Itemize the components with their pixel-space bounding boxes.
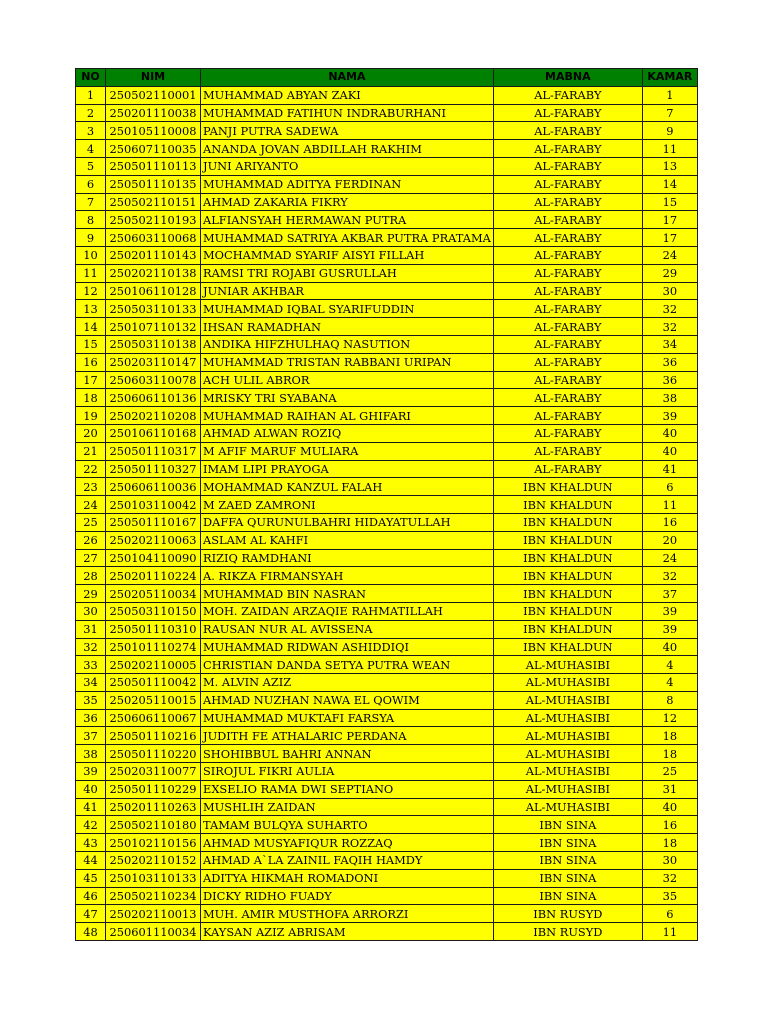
cell-nim: 250202110005 [106, 656, 201, 674]
cell-nama: MUHAMMAD BIN NASRAN [201, 585, 494, 603]
cell-kamar: 4 [642, 674, 697, 692]
cell-mabna: AL-FARABY [493, 300, 642, 318]
cell-kamar: 41 [642, 460, 697, 478]
cell-no: 31 [76, 620, 106, 638]
cell-kamar: 39 [642, 407, 697, 425]
cell-no: 9 [76, 229, 106, 247]
cell-nama: ADITYA HIKMAH ROMADONI [201, 869, 494, 887]
cell-nim: 250501110135 [106, 175, 201, 193]
cell-nama: MUHAMMAD SATRIYA AKBAR PUTRA PRATAMA [201, 229, 494, 247]
cell-nama: DAFFA QURUNULBAHRI HIDAYATULLAH [201, 513, 494, 531]
cell-no: 33 [76, 656, 106, 674]
table-row [76, 549, 698, 567]
table-row [76, 496, 698, 514]
cell-nim: 250205110015 [106, 691, 201, 709]
cell-mabna: AL-FARABY [493, 353, 642, 371]
cell-kamar: 40 [642, 424, 697, 442]
cell-no: 17 [76, 371, 106, 389]
cell-kamar: 40 [642, 638, 697, 656]
cell-nim: 250201110038 [106, 104, 201, 122]
cell-nim: 250501110216 [106, 727, 201, 745]
table-row [76, 602, 698, 620]
cell-no: 26 [76, 531, 106, 549]
cell-nim: 250203110147 [106, 353, 201, 371]
cell-no: 28 [76, 567, 106, 585]
cell-nim: 250503110150 [106, 602, 201, 620]
cell-no: 14 [76, 318, 106, 336]
cell-kamar: 38 [642, 389, 697, 407]
table-row [76, 407, 698, 425]
cell-nim: 250105110008 [106, 122, 201, 140]
cell-mabna: AL-MUHASIBI [493, 709, 642, 727]
cell-mabna: AL-FARABY [493, 104, 642, 122]
cell-no: 19 [76, 407, 106, 425]
cell-no: 38 [76, 745, 106, 763]
cell-nim: 250606110136 [106, 389, 201, 407]
cell-kamar: 4 [642, 656, 697, 674]
cell-nama: MUHAMMAD TRISTAN RABBANI URIPAN [201, 353, 494, 371]
cell-no: 48 [76, 923, 106, 941]
cell-nama: AHMAD ALWAN ROZIQ [201, 424, 494, 442]
cell-mabna: AL-FARABY [493, 442, 642, 460]
cell-nim: 250501110113 [106, 157, 201, 175]
cell-kamar: 18 [642, 834, 697, 852]
cell-mabna: AL-FARABY [493, 246, 642, 264]
cell-no: 30 [76, 602, 106, 620]
cell-nama: AHMAD ZAKARIA FIKRY [201, 193, 494, 211]
cell-nim: 250201110143 [106, 246, 201, 264]
cell-nama: JUNIAR AKHBAR [201, 282, 494, 300]
cell-mabna: IBN SINA [493, 869, 642, 887]
cell-mabna: IBN SINA [493, 852, 642, 870]
cell-mabna: IBN SINA [493, 887, 642, 905]
table-row [76, 300, 698, 318]
cell-nama: ASLAM AL KAHFI [201, 531, 494, 549]
cell-mabna: IBN RUSYD [493, 923, 642, 941]
table-row [76, 140, 698, 158]
cell-nama: SIROJUL FIKRI AULIA [201, 763, 494, 781]
table-row [76, 780, 698, 798]
cell-mabna: AL-FARABY [493, 157, 642, 175]
cell-nama: MRISKY TRI SYABANA [201, 389, 494, 407]
cell-nama: RAMSI TRI ROJABI GUSRULLAH [201, 264, 494, 282]
cell-no: 34 [76, 674, 106, 692]
table-row [76, 335, 698, 353]
cell-nama: AHMAD A`LA ZAINIL FAQIH HAMDY [201, 852, 494, 870]
cell-nim: 250106110168 [106, 424, 201, 442]
cell-kamar: 30 [642, 282, 697, 300]
col-header-nama: NAMA [201, 69, 494, 87]
cell-kamar: 17 [642, 229, 697, 247]
table-row [76, 157, 698, 175]
cell-nama: KAYSAN AZIZ ABRISAM [201, 923, 494, 941]
cell-mabna: IBN KHALDUN [493, 602, 642, 620]
cell-nama: EXSELIO RAMA DWI SEPTIANO [201, 780, 494, 798]
cell-mabna: IBN KHALDUN [493, 620, 642, 638]
cell-kamar: 30 [642, 852, 697, 870]
cell-nama: M. ALVIN AZIZ [201, 674, 494, 692]
cell-nama: SHOHIBBUL BAHRI ANNAN [201, 745, 494, 763]
cell-mabna: IBN SINA [493, 816, 642, 834]
cell-nama: MUHAMMAD ADITYA FERDINAN [201, 175, 494, 193]
cell-nama: ACH ULIL ABROR [201, 371, 494, 389]
roster-table [75, 68, 698, 941]
cell-mabna: IBN KHALDUN [493, 531, 642, 549]
cell-nama: A. RIKZA FIRMANSYAH [201, 567, 494, 585]
cell-mabna: AL-MUHASIBI [493, 763, 642, 781]
cell-mabna: AL-FARABY [493, 371, 642, 389]
table-row [76, 905, 698, 923]
table-row [76, 513, 698, 531]
cell-no: 8 [76, 211, 106, 229]
cell-kamar: 15 [642, 193, 697, 211]
cell-mabna: AL-FARABY [493, 460, 642, 478]
cell-kamar: 16 [642, 513, 697, 531]
cell-nama: MUHAMMAD FATIHUN INDRABURHANI [201, 104, 494, 122]
cell-nama: MUHAMMAD RAIHAN AL GHIFARI [201, 407, 494, 425]
cell-kamar: 24 [642, 246, 697, 264]
table-row [76, 389, 698, 407]
cell-kamar: 34 [642, 335, 697, 353]
table-row [76, 816, 698, 834]
cell-nim: 250106110128 [106, 282, 201, 300]
cell-kamar: 18 [642, 727, 697, 745]
cell-kamar: 18 [642, 745, 697, 763]
cell-no: 7 [76, 193, 106, 211]
cell-nim: 250201110263 [106, 798, 201, 816]
table-row [76, 211, 698, 229]
cell-nama: AHMAD NUZHAN NAWA EL QOWIM [201, 691, 494, 709]
cell-nim: 250202110013 [106, 905, 201, 923]
cell-no: 6 [76, 175, 106, 193]
cell-no: 16 [76, 353, 106, 371]
table-row [76, 353, 698, 371]
cell-nim: 250205110034 [106, 585, 201, 603]
table-row [76, 620, 698, 638]
cell-nim: 250501110317 [106, 442, 201, 460]
cell-mabna: AL-FARABY [493, 140, 642, 158]
cell-nama: M AFIF MARUF MULIARA [201, 442, 494, 460]
cell-no: 35 [76, 691, 106, 709]
cell-no: 18 [76, 389, 106, 407]
cell-nim: 250501110167 [106, 513, 201, 531]
cell-kamar: 16 [642, 816, 697, 834]
cell-kamar: 32 [642, 869, 697, 887]
cell-mabna: AL-FARABY [493, 86, 642, 104]
table-row [76, 923, 698, 941]
cell-mabna: AL-FARABY [493, 264, 642, 282]
cell-nama: MUHAMMAD MUKTAFI FARSYA [201, 709, 494, 727]
cell-kamar: 25 [642, 763, 697, 781]
cell-no: 12 [76, 282, 106, 300]
table-row [76, 834, 698, 852]
cell-no: 47 [76, 905, 106, 923]
cell-mabna: AL-MUHASIBI [493, 780, 642, 798]
cell-no: 10 [76, 246, 106, 264]
cell-nim: 250502110234 [106, 887, 201, 905]
cell-nama: TAMAM BULQYA SUHARTO [201, 816, 494, 834]
cell-nama: DICKY RIDHO FUADY [201, 887, 494, 905]
cell-nim: 250607110035 [106, 140, 201, 158]
cell-mabna: AL-FARABY [493, 229, 642, 247]
cell-mabna: AL-MUHASIBI [493, 656, 642, 674]
cell-kamar: 9 [642, 122, 697, 140]
table-row [76, 745, 698, 763]
table-row [76, 264, 698, 282]
table-row [76, 656, 698, 674]
cell-mabna: AL-FARABY [493, 122, 642, 140]
table-row [76, 282, 698, 300]
cell-nim: 250202110138 [106, 264, 201, 282]
cell-nama: ANANDA JOVAN ABDILLAH RAKHIM [201, 140, 494, 158]
cell-no: 37 [76, 727, 106, 745]
cell-nim: 250101110274 [106, 638, 201, 656]
cell-no: 2 [76, 104, 106, 122]
table-row [76, 585, 698, 603]
cell-mabna: IBN KHALDUN [493, 638, 642, 656]
cell-mabna: IBN SINA [493, 834, 642, 852]
cell-nama: AHMAD MUSYAFIQUR ROZZAQ [201, 834, 494, 852]
cell-nim: 250501110042 [106, 674, 201, 692]
cell-nim: 250201110224 [106, 567, 201, 585]
cell-nama: RIZIQ RAMDHANI [201, 549, 494, 567]
cell-nama: MOH. ZAIDAN ARZAQIE RAHMATILLAH [201, 602, 494, 620]
cell-kamar: 36 [642, 353, 697, 371]
cell-kamar: 40 [642, 442, 697, 460]
cell-kamar: 8 [642, 691, 697, 709]
cell-no: 46 [76, 887, 106, 905]
cell-no: 20 [76, 424, 106, 442]
table-row [76, 852, 698, 870]
cell-nim: 250603110068 [106, 229, 201, 247]
cell-kamar: 40 [642, 798, 697, 816]
cell-kamar: 35 [642, 887, 697, 905]
cell-nama: MUHAMMAD RIDWAN ASHIDDIQI [201, 638, 494, 656]
cell-no: 41 [76, 798, 106, 816]
cell-no: 25 [76, 513, 106, 531]
cell-mabna: AL-MUHASIBI [493, 798, 642, 816]
cell-no: 15 [76, 335, 106, 353]
cell-nama: M ZAED ZAMRONI [201, 496, 494, 514]
cell-nim: 250103110133 [106, 869, 201, 887]
cell-kamar: 1 [642, 86, 697, 104]
cell-kamar: 14 [642, 175, 697, 193]
cell-nim: 250502110151 [106, 193, 201, 211]
cell-nama: MUH. AMIR MUSTHOFA ARRORZI [201, 905, 494, 923]
cell-nim: 250503110138 [106, 335, 201, 353]
cell-nim: 250502110193 [106, 211, 201, 229]
cell-kamar: 13 [642, 157, 697, 175]
table-row [76, 424, 698, 442]
cell-nim: 250202110208 [106, 407, 201, 425]
table-row [76, 638, 698, 656]
cell-mabna: AL-FARABY [493, 389, 642, 407]
cell-no: 4 [76, 140, 106, 158]
cell-nama: IHSAN RAMADHAN [201, 318, 494, 336]
table-row [76, 122, 698, 140]
cell-no: 3 [76, 122, 106, 140]
cell-no: 36 [76, 709, 106, 727]
cell-kamar: 32 [642, 567, 697, 585]
cell-kamar: 29 [642, 264, 697, 282]
cell-nim: 250203110077 [106, 763, 201, 781]
table-row [76, 229, 698, 247]
col-header-kamar: KAMAR [642, 69, 697, 87]
cell-nama: MOCHAMMAD SYARIF AISYI FILLAH [201, 246, 494, 264]
cell-nama: JUDITH FE ATHALARIC PERDANA [201, 727, 494, 745]
col-header-no: NO [76, 69, 106, 87]
cell-mabna: IBN KHALDUN [493, 496, 642, 514]
cell-kamar: 20 [642, 531, 697, 549]
table-row [76, 691, 698, 709]
cell-no: 27 [76, 549, 106, 567]
table-row [76, 869, 698, 887]
cell-mabna: AL-MUHASIBI [493, 727, 642, 745]
cell-mabna: IBN KHALDUN [493, 478, 642, 496]
table-row [76, 727, 698, 745]
cell-mabna: IBN KHALDUN [493, 585, 642, 603]
table-row [76, 709, 698, 727]
cell-mabna: AL-MUHASIBI [493, 691, 642, 709]
table-row [76, 531, 698, 549]
cell-nim: 250202110063 [106, 531, 201, 549]
cell-mabna: AL-MUHASIBI [493, 745, 642, 763]
cell-kamar: 12 [642, 709, 697, 727]
cell-nama: MOHAMMAD KANZUL FALAH [201, 478, 494, 496]
cell-no: 11 [76, 264, 106, 282]
col-header-mabna: MABNA [493, 69, 642, 87]
cell-kamar: 31 [642, 780, 697, 798]
cell-kamar: 24 [642, 549, 697, 567]
cell-mabna: IBN KHALDUN [493, 549, 642, 567]
cell-nim: 250503110133 [106, 300, 201, 318]
cell-kamar: 6 [642, 905, 697, 923]
cell-kamar: 39 [642, 602, 697, 620]
table-row [76, 674, 698, 692]
cell-kamar: 17 [642, 211, 697, 229]
cell-nim: 250107110132 [106, 318, 201, 336]
cell-nama: MUHAMMAD IQBAL SYARIFUDDIN [201, 300, 494, 318]
cell-nim: 250104110090 [106, 549, 201, 567]
cell-mabna: IBN KHALDUN [493, 513, 642, 531]
cell-kamar: 37 [642, 585, 697, 603]
cell-kamar: 11 [642, 923, 697, 941]
cell-mabna: AL-FARABY [493, 318, 642, 336]
cell-mabna: IBN RUSYD [493, 905, 642, 923]
cell-no: 29 [76, 585, 106, 603]
cell-mabna: IBN KHALDUN [493, 567, 642, 585]
cell-mabna: AL-FARABY [493, 282, 642, 300]
table-row [76, 104, 698, 122]
cell-nim: 250501110310 [106, 620, 201, 638]
table-row [76, 798, 698, 816]
cell-no: 1 [76, 86, 106, 104]
cell-nim: 250601110034 [106, 923, 201, 941]
cell-kamar: 32 [642, 300, 697, 318]
cell-nama: JUNI ARIYANTO [201, 157, 494, 175]
table-row [76, 763, 698, 781]
cell-nama: ANDIKA HIFZHULHAQ NASUTION [201, 335, 494, 353]
cell-nim: 250603110078 [106, 371, 201, 389]
cell-no: 32 [76, 638, 106, 656]
cell-no: 13 [76, 300, 106, 318]
cell-mabna: AL-FARABY [493, 211, 642, 229]
cell-no: 42 [76, 816, 106, 834]
table-row [76, 567, 698, 585]
cell-nim: 250501110220 [106, 745, 201, 763]
cell-kamar: 11 [642, 496, 697, 514]
table-row [76, 193, 698, 211]
cell-no: 45 [76, 869, 106, 887]
col-header-nim: NIM [106, 69, 201, 87]
cell-no: 21 [76, 442, 106, 460]
cell-kamar: 7 [642, 104, 697, 122]
cell-nim: 250501110327 [106, 460, 201, 478]
cell-nama: ALFIANSYAH HERMAWAN PUTRA [201, 211, 494, 229]
cell-kamar: 6 [642, 478, 697, 496]
cell-no: 5 [76, 157, 106, 175]
cell-kamar: 11 [642, 140, 697, 158]
cell-nim: 250502110180 [106, 816, 201, 834]
cell-nim: 250606110067 [106, 709, 201, 727]
cell-nama: CHRISTIAN DANDA SETYA PUTRA WEAN [201, 656, 494, 674]
header-row [76, 69, 698, 87]
cell-kamar: 32 [642, 318, 697, 336]
cell-nama: MUHAMMAD ABYAN ZAKI [201, 86, 494, 104]
cell-nim: 250606110036 [106, 478, 201, 496]
table-row [76, 246, 698, 264]
table-row [76, 887, 698, 905]
cell-kamar: 36 [642, 371, 697, 389]
cell-mabna: AL-FARABY [493, 335, 642, 353]
table-row [76, 460, 698, 478]
cell-no: 24 [76, 496, 106, 514]
cell-nama: IMAM LIPI PRAYOGA [201, 460, 494, 478]
cell-mabna: AL-FARABY [493, 175, 642, 193]
table-row [76, 318, 698, 336]
cell-no: 23 [76, 478, 106, 496]
table-row [76, 478, 698, 496]
table-row [76, 442, 698, 460]
cell-mabna: AL-FARABY [493, 407, 642, 425]
cell-no: 39 [76, 763, 106, 781]
cell-nim: 250501110229 [106, 780, 201, 798]
cell-nim: 250202110152 [106, 852, 201, 870]
cell-nim: 250103110042 [106, 496, 201, 514]
cell-nim: 250502110001 [106, 86, 201, 104]
cell-nama: RAUSAN NUR AL AVISSENA [201, 620, 494, 638]
cell-no: 43 [76, 834, 106, 852]
table-row [76, 371, 698, 389]
table-row [76, 175, 698, 193]
table-body [76, 86, 698, 940]
cell-mabna: AL-FARABY [493, 424, 642, 442]
cell-no: 44 [76, 852, 106, 870]
cell-no: 40 [76, 780, 106, 798]
cell-nama: PANJI PUTRA SADEWA [201, 122, 494, 140]
cell-kamar: 39 [642, 620, 697, 638]
cell-nim: 250102110156 [106, 834, 201, 852]
table-row [76, 86, 698, 104]
cell-no: 22 [76, 460, 106, 478]
cell-nama: MUSHLIH ZAIDAN [201, 798, 494, 816]
cell-mabna: AL-FARABY [493, 193, 642, 211]
cell-mabna: AL-MUHASIBI [493, 674, 642, 692]
